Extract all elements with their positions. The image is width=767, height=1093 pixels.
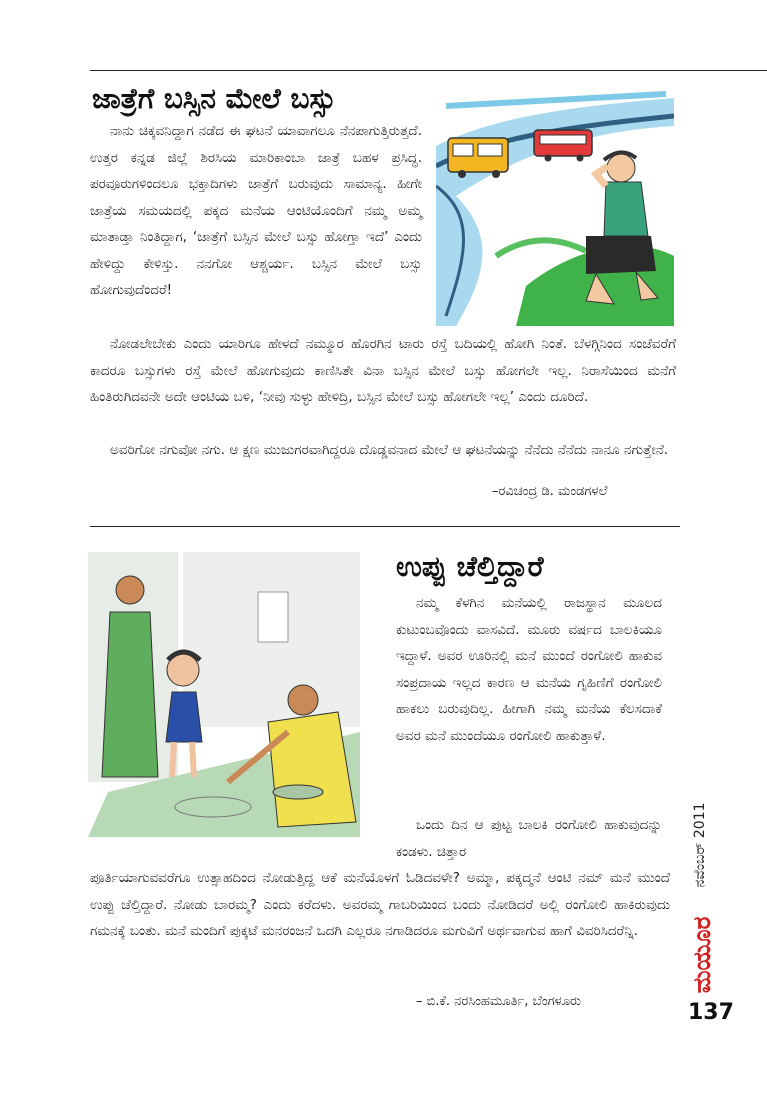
issue-date-text: ನವೆಂಬರ್ 2011 xyxy=(692,802,708,888)
bus-illustration xyxy=(436,86,674,326)
story2-paragraph-1: ನಮ್ಮ ಕೆಳಗಿನ ಮನೆಯಲ್ಲಿ ರಾಜಸ್ಥಾನ ಮೂಲದ ಕುಟುಂಬವೊಂದು ವಾಸವಿದೆ. ಮೂರು ವರ್ಷದ ಬಾಲಕಿಯೂ ಇದ್ದಾಳೆ. ಅವರ ಊರಿನಲ್ಲಿ ಮನೆ ಮುಂದೆ ರಂಗೋಲಿ ಹಾಕುವ ಸಂಪ್ರದಾಯ ಇಲ್ಲದ ಕಾರಣ ಆ ಮನೆಯ ಗೃಹಿಣಿಗೆ ರಂಗೋಲಿ ಹಾಕಲು ಬರುವುದಿಲ್ಲ. ಹೀಗಾಗಿ ನಮ್ಮ ಮನೆಯ ಕೆಲಸದಾಕೆ ಅವರ ಮನೆ ಮುಂದೆಯೂ ರಂಗೋಲಿ ಹಾಕುತ್ತಾಳೆ. xyxy=(396,595,662,744)
story2-byline: – ಬಿ.ಕೆ. ನರಸಿಂಹಮೂರ್ತಿ, ಬೆಂಗಳೂರು xyxy=(416,994,582,1009)
yellow-bus xyxy=(448,138,508,178)
rangoli-illustration xyxy=(88,552,360,837)
story1-paragraph-3: ಅವರಿಗೋ ನಗುವೋ ನಗು. ಆ ಕ್ಷಣ ಮುಜುಗರವಾಗಿದ್ದರೂ ದೊಡ್ಡವನಾದ ಮೇಲೆ ಆ ಘಟನೆಯನ್ನು ನೆನೆದು ನೆನೆದು ನಾನೂ ನಗುತ್ತೇನೆ. xyxy=(110,442,669,458)
issue-date xyxy=(686,780,714,910)
section-divider xyxy=(90,526,680,527)
story1-paragraph-2: ನೋಡಲೇಬೇಕು ಎಂದು ಯಾರಿಗೂ ಹೇಳದೆ ನಮ್ಮೂರ ಹೊರಗಿನ ಟಾರು ರಸ್ತೆ ಬದಿಯಲ್ಲಿ ಹೋಗಿ ನಿಂತೆ. ಬೆಳಗ್ಗಿನಿಂದ ಸಂಜೆವರೆಗೆ ಕಾದರೂ ಬಸ್ಸುಗಳು ರಸ್ತೆ ಮೇಲೆ ಹೋಗುವುದು ಕಾಣಿಸಿತೇ ವಿನಾ ಬಸ್ಸಿನ ಮೇಲೆ ಬಸ್ಸು ಹೋಗಲೇ ಇಲ್ಲ. ನಿರಾಸೆಯಿಂದ ಮನೆಗೆ ಹಿಂತಿರುಗಿದವನೇ ಅದೇ ಆಂಟಿಯ ಬಳಿ, ‘ನೀವು ಸುಳ್ಳು ಹೇಳಿದ್ರಿ, ಬಸ್ಸಿನ ಮೇಲೆ ಬಸ್ಸು ಹೋಗಲೇ ಇಲ್ಲ’ ಎಂದು ದೂರಿದೆ. xyxy=(90,336,676,405)
top-rule xyxy=(90,70,767,71)
page-number: 137 xyxy=(688,1000,734,1025)
story1-byline: –ರವಿಚಂದ್ರ ಡಿ. ಮಂಡಗಳಲೆ xyxy=(492,484,608,499)
mayura-logo xyxy=(688,915,716,995)
story2-paragraph-2b: ಪೂರ್ತಿಯಾಗುವವರೆಗೂ ಉತ್ಸಾಹದಿಂದ ನೋಡುತ್ತಿದ್ದ ಆಕೆ ಮನೆಯೊಳಗೆ ಓಡಿದವಳೇ? ಅಮ್ಮಾ, ಪಕ್ಕದ್ಮನೆ ಆಂಟಿ ನಮ್ ಮನೆ ಮುಂದೆ ಉಪ್ಪು ಚೆಲ್ತಿದ್ದಾರೆ. ನೋಡು ಬಾರಮ್ಮ? ಎಂದು ಕರೆದಳು. ಅವರಮ್ಮ ಗಾಬರಿಯಿಂದ ಬಂದು ನೋಡಿದರೆ ಅಲ್ಲಿ ರಂಗೋಲಿ ಹಾಕಿರುವುದು ಗಮನಕ್ಕೆ ಬಂತು. ಮನೆ ಮಂದಿಗೆ ಪುಕ್ಕಟೆ ಮನರಂಜನೆ ಒದಗಿ ಎಲ್ಲರೂ ನಗಾಡಿದರೂ ಮಗುವಿಗೆ ಅರ್ಥವಾಗುವ ಹಾಗೆ ವಿವರಿಸಿದರೆನ್ನಿ. xyxy=(90,870,670,939)
story2-paragraph-2a: ಒಂದು ದಿನ ಆ ಪುಟ್ಟ ಬಾಲಕಿ ರಂಗೋಲಿ ಹಾಕುವುದನ್ನು ಕಂಡಳು. ಚಿತ್ತಾರ xyxy=(396,817,662,860)
story1-title: ಜಾತ್ರೆಗೆ ಬಸ್ಸಿನ ಮೇಲೆ ಬಸ್ಸು xyxy=(92,82,336,115)
mayura-logo-text: ಮಯೂರ xyxy=(688,916,716,994)
story2-title: ಉಪ್ಪು ಚೆಲ್ತಿದ್ದಾರೆ xyxy=(396,550,544,583)
story1-paragraph-1: ನಾನು ಚಿಕ್ಕವನಿದ್ದಾಗ ನಡೆದ ಈ ಘಟನೆ ಯಾವಾಗಲೂ ನೆನಪಾಗುತ್ತಿರುತ್ತದೆ. ಉತ್ತರ ಕನ್ನಡ ಜಿಲ್ಲೆ ಶಿರಸಿಯ ಮಾರಿಕಾಂಬಾ ಜಾತ್ರೆ ಬಹಳ ಪ್ರಸಿದ್ಧ. ಪರವೂರುಗಳಿಂದಲೂ ಭಕ್ತಾದಿಗಳು ಜಾತ್ರೆಗೆ ಬರುವುದು ಸಾಮಾನ್ಯ. ಹೀಗೇ ಜಾತ್ರೆಯ ಸಮಯದಲ್ಲಿ ಪಕ್ಕದ ಮನೆಯ ಆಂಟಿಯೊಂದಿಗೆ ನಮ್ಮ ಅಮ್ಮ ಮಾತಾಡ್ತಾ ನಿಂತಿದ್ದಾಗ, ‘ಜಾತ್ರೆಗೆ ಬಸ್ಸಿನ ಮೇಲೆ ಬಸ್ಸು ಹೋಗ್ತಾ ಇದೆ’ ಎಂದು ಹೇಳಿದ್ದು ಕೇಳಿಸ್ತು. ನನಗೋ ಆಶ್ಚರ್ಯ. ಬಸ್ಸಿನ ಮೇಲೆ ಬಸ್ಸು ಹೋಗುವುದೆಂದರೆ! xyxy=(90,123,422,298)
